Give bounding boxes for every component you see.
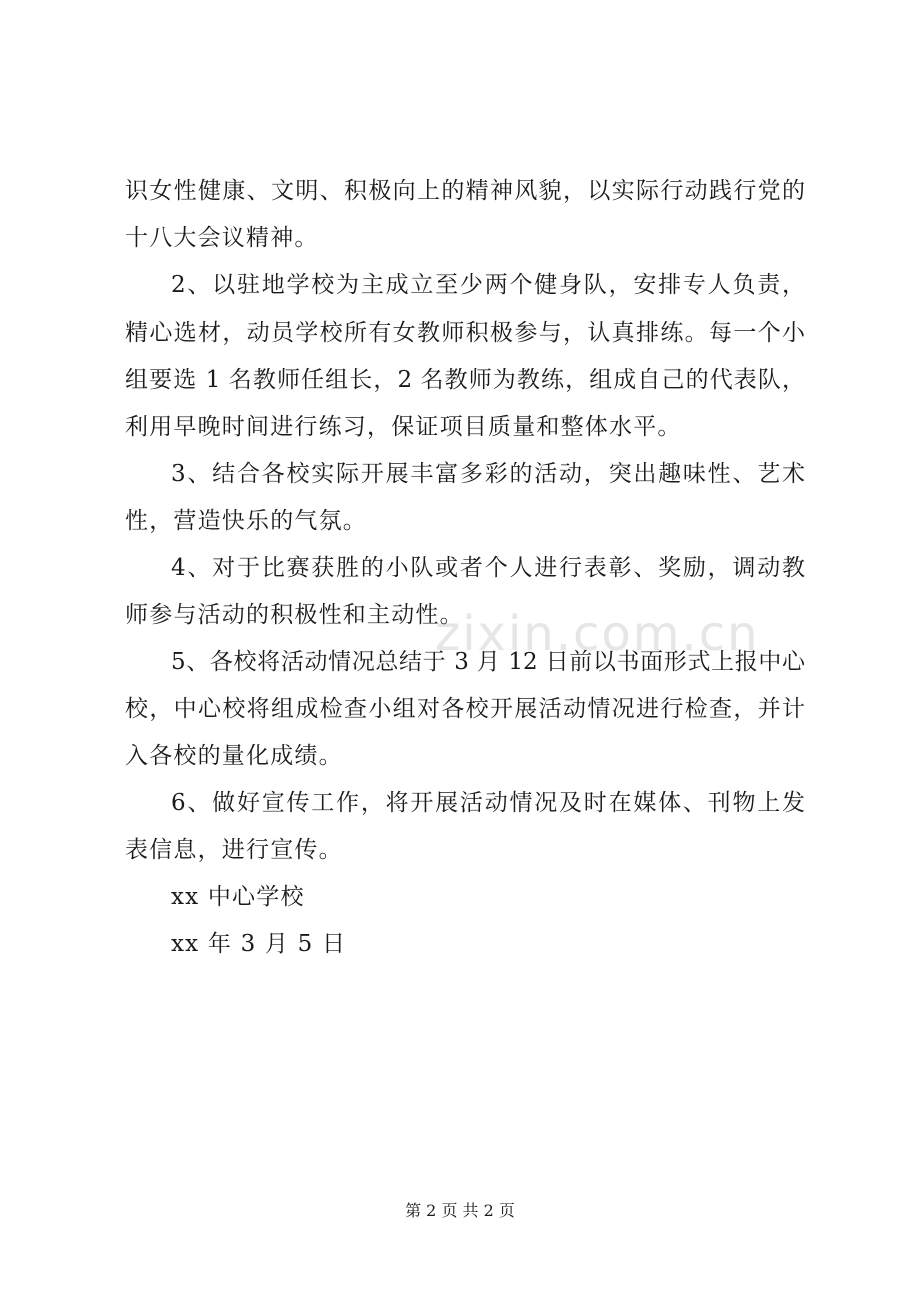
- signature-school: xx 中心学校: [171, 884, 305, 910]
- paragraph-line: 师参与活动的积极性和主动性。: [125, 602, 464, 628]
- paragraph-line: 十八大会议精神。: [125, 225, 319, 251]
- paragraph-line: 识女性健康、文明、积极向上的精神风貌，以实际行动践行党的: [125, 178, 805, 204]
- paragraph-line: 3、结合各校实际开展丰富多彩的活动，突出趣味性、艺术: [171, 461, 805, 487]
- paragraph-line: 表信息，进行宣传。: [125, 837, 343, 863]
- signature-date: xx 年 3 月 5 日: [171, 931, 347, 957]
- page-number-footer: 第 2 页 共 2 页: [405, 1201, 515, 1220]
- paragraph-line: 组要选 1 名教师任组长，2 名教师为教练，组成自己的代表队，: [125, 367, 805, 393]
- paragraph-line: 5、各校将活动情况总结于 3 月 12 日前以书面形式上报中心: [171, 649, 805, 675]
- paragraph-line: 利用早晚时间进行练习，保证项目质量和整体水平。: [125, 414, 682, 440]
- paragraph-line: 2、以驻地学校为主成立至少两个健身队，安排专人负责，: [171, 272, 805, 298]
- paragraph-line: 精心选材，动员学校所有女教师积极参与，认真排练。每一个小: [125, 320, 805, 346]
- paragraph-line: 性，营造快乐的气氛。: [125, 508, 367, 534]
- paragraph-line: 入各校的量化成绩。: [125, 743, 343, 769]
- paragraph-line: 4、对于比赛获胜的小队或者个人进行表彰、奖励，调动教: [171, 555, 805, 581]
- watermark: zixin.com.cn: [435, 606, 760, 662]
- paragraph-line: 6、做好宣传工作，将开展活动情况及时在媒体、刊物上发: [171, 790, 805, 816]
- paragraph-line: 校，中心校将组成检查小组对各校开展活动情况进行检查，并计: [125, 696, 805, 722]
